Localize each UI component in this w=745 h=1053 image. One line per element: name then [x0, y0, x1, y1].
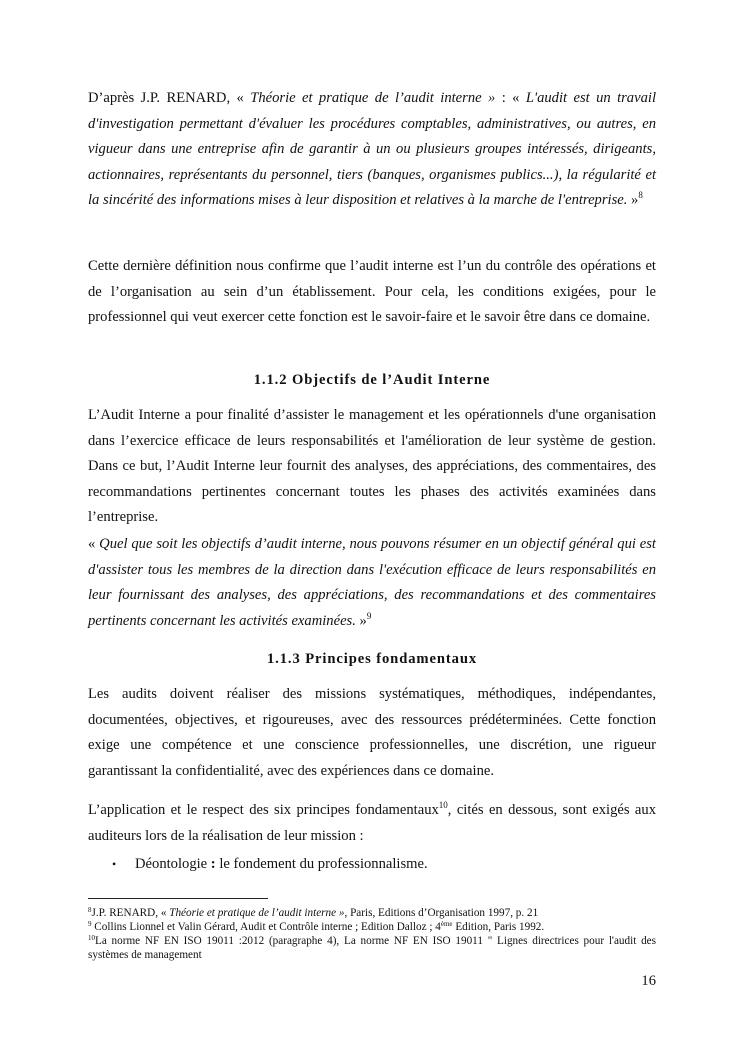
- objectifs-quote-close: »: [355, 612, 367, 629]
- footnote-text: La norme NF EN ISO 19011 :2012 (paragraphe 4), La norme NF EN ISO 19011 " Lignes directrices pour l'audit des systèmes de management: [88, 935, 656, 961]
- footnote-ref-8[interactable]: 8: [638, 190, 643, 201]
- heading-objectifs: 1.1.2 Objectifs de l’Audit Interne: [253, 372, 491, 388]
- footnote-text: Collins Lionnel et Valin Gérard, Audit et Contrôle interne ; Edition Dalloz ; 4: [91, 921, 441, 933]
- renard-intro-text: D’après J.P. RENARD, «: [88, 90, 251, 106]
- renard-quote-close: »: [627, 192, 639, 209]
- bullet-separator: :: [207, 856, 220, 872]
- heading-principes: 1.1.3 Principes fondamentaux: [266, 651, 478, 667]
- paragraph-objectifs: L’Audit Interne a pour finalité d’assister le management et les opérationnels d'une organisation dans l’exercice efficace de leurs responsabilités et l'amélioration de leur système de gestion. Dans ce but, l’Audit Interne leur fournit des analyses, des appréciations, des commentaires, des recommandations pertinentes concernant toutes les phases des activités examinées dans l’entreprise.: [88, 407, 656, 526]
- bullet-description: le fondement du professionnalisme.: [219, 856, 428, 872]
- paragraph-renard-definition: [88, 86, 656, 214]
- objectifs-quote: Quel que soit les objectifs d’audit interne, nous pouvons résumer en un objectif général qui est d'assister tous les membres de la direction dans l'exécution efficace de leurs responsabilités en leur fournissant des analyses, des appréciations, des recommandations et des commentaires pertinents concernant les activités examinées.: [88, 536, 656, 629]
- paragraph-objectifs-quote: [88, 532, 656, 634]
- footnote-divider: [88, 898, 268, 899]
- paragraph-application: [88, 798, 656, 849]
- footnote-9: [88, 920, 656, 934]
- footnote-text-end: , Paris, Editions d’Organisation 1997, p. 21: [344, 907, 539, 919]
- renard-colon: : «: [495, 90, 526, 106]
- bullet-text: [135, 853, 428, 875]
- footnote-superscript: ème: [440, 920, 453, 928]
- footnote-text-end: Edition, Paris 1992.: [452, 921, 545, 933]
- paragraph-principes: Les audits doivent réaliser des missions systématiques, méthodiques, indépendantes, documentées, objectives, et rigoureuses, avec des ressources prédéterminées. Cette fonction exige une compétence et une conscience professionnelles, une discrétion, une rigueur garantissant la confidentialité, avec des expériences dans ce domaine.: [88, 686, 656, 779]
- objectifs-quote-open: «: [88, 536, 100, 552]
- footnote-title: Théorie et pratique de l’audit interne »: [169, 907, 345, 919]
- page-number: 16: [641, 973, 656, 989]
- footnote-ref-9[interactable]: 9: [366, 610, 372, 621]
- footnote-number: 9: [88, 920, 92, 928]
- application-text: L’application et le respect des six principes fondamentaux: [88, 802, 439, 818]
- footnote-8: [88, 906, 656, 920]
- renard-quote: L'audit est un travail d'investigation permettant d'évaluer les procédures comptables, administratives, ou autres, en vigueur dans une entreprise afin de garantir à un ou plusieurs groupes intéressés, dirigeants, actionnaires, représentants du personnel, tiers (banques, organismes publics...), la régularité et la sincérité des informations mises à leur disposition et relatives à la marche de l'entreprise.: [88, 90, 656, 209]
- bullet-term: Déontologie: [135, 856, 208, 872]
- renard-book-title: Théorie et pratique de l’audit interne »: [250, 90, 496, 106]
- footnote-number: 8: [88, 906, 92, 914]
- footnote-10: [88, 934, 656, 962]
- footnote-number: 10: [88, 934, 95, 942]
- footnote-text: J.P. RENARD, «: [91, 907, 170, 919]
- bullet-icon: •: [112, 857, 117, 871]
- paragraph-definition: Cette dernière définition nous confirme que l’audit interne est l’un du contrôle des opérations et de l’organisation au sein d’un établissement. Pour cela, les conditions exigées, pour le professionnel qui veut exercer cette fonction est le savoir-faire et le savoir être dans ce domaine.: [88, 258, 656, 326]
- footnote-ref-10[interactable]: 10: [438, 800, 448, 810]
- application-text-end: , cités en dessous, sont exigés aux auditeurs lors de la réalisation de leur mission :: [88, 802, 656, 844]
